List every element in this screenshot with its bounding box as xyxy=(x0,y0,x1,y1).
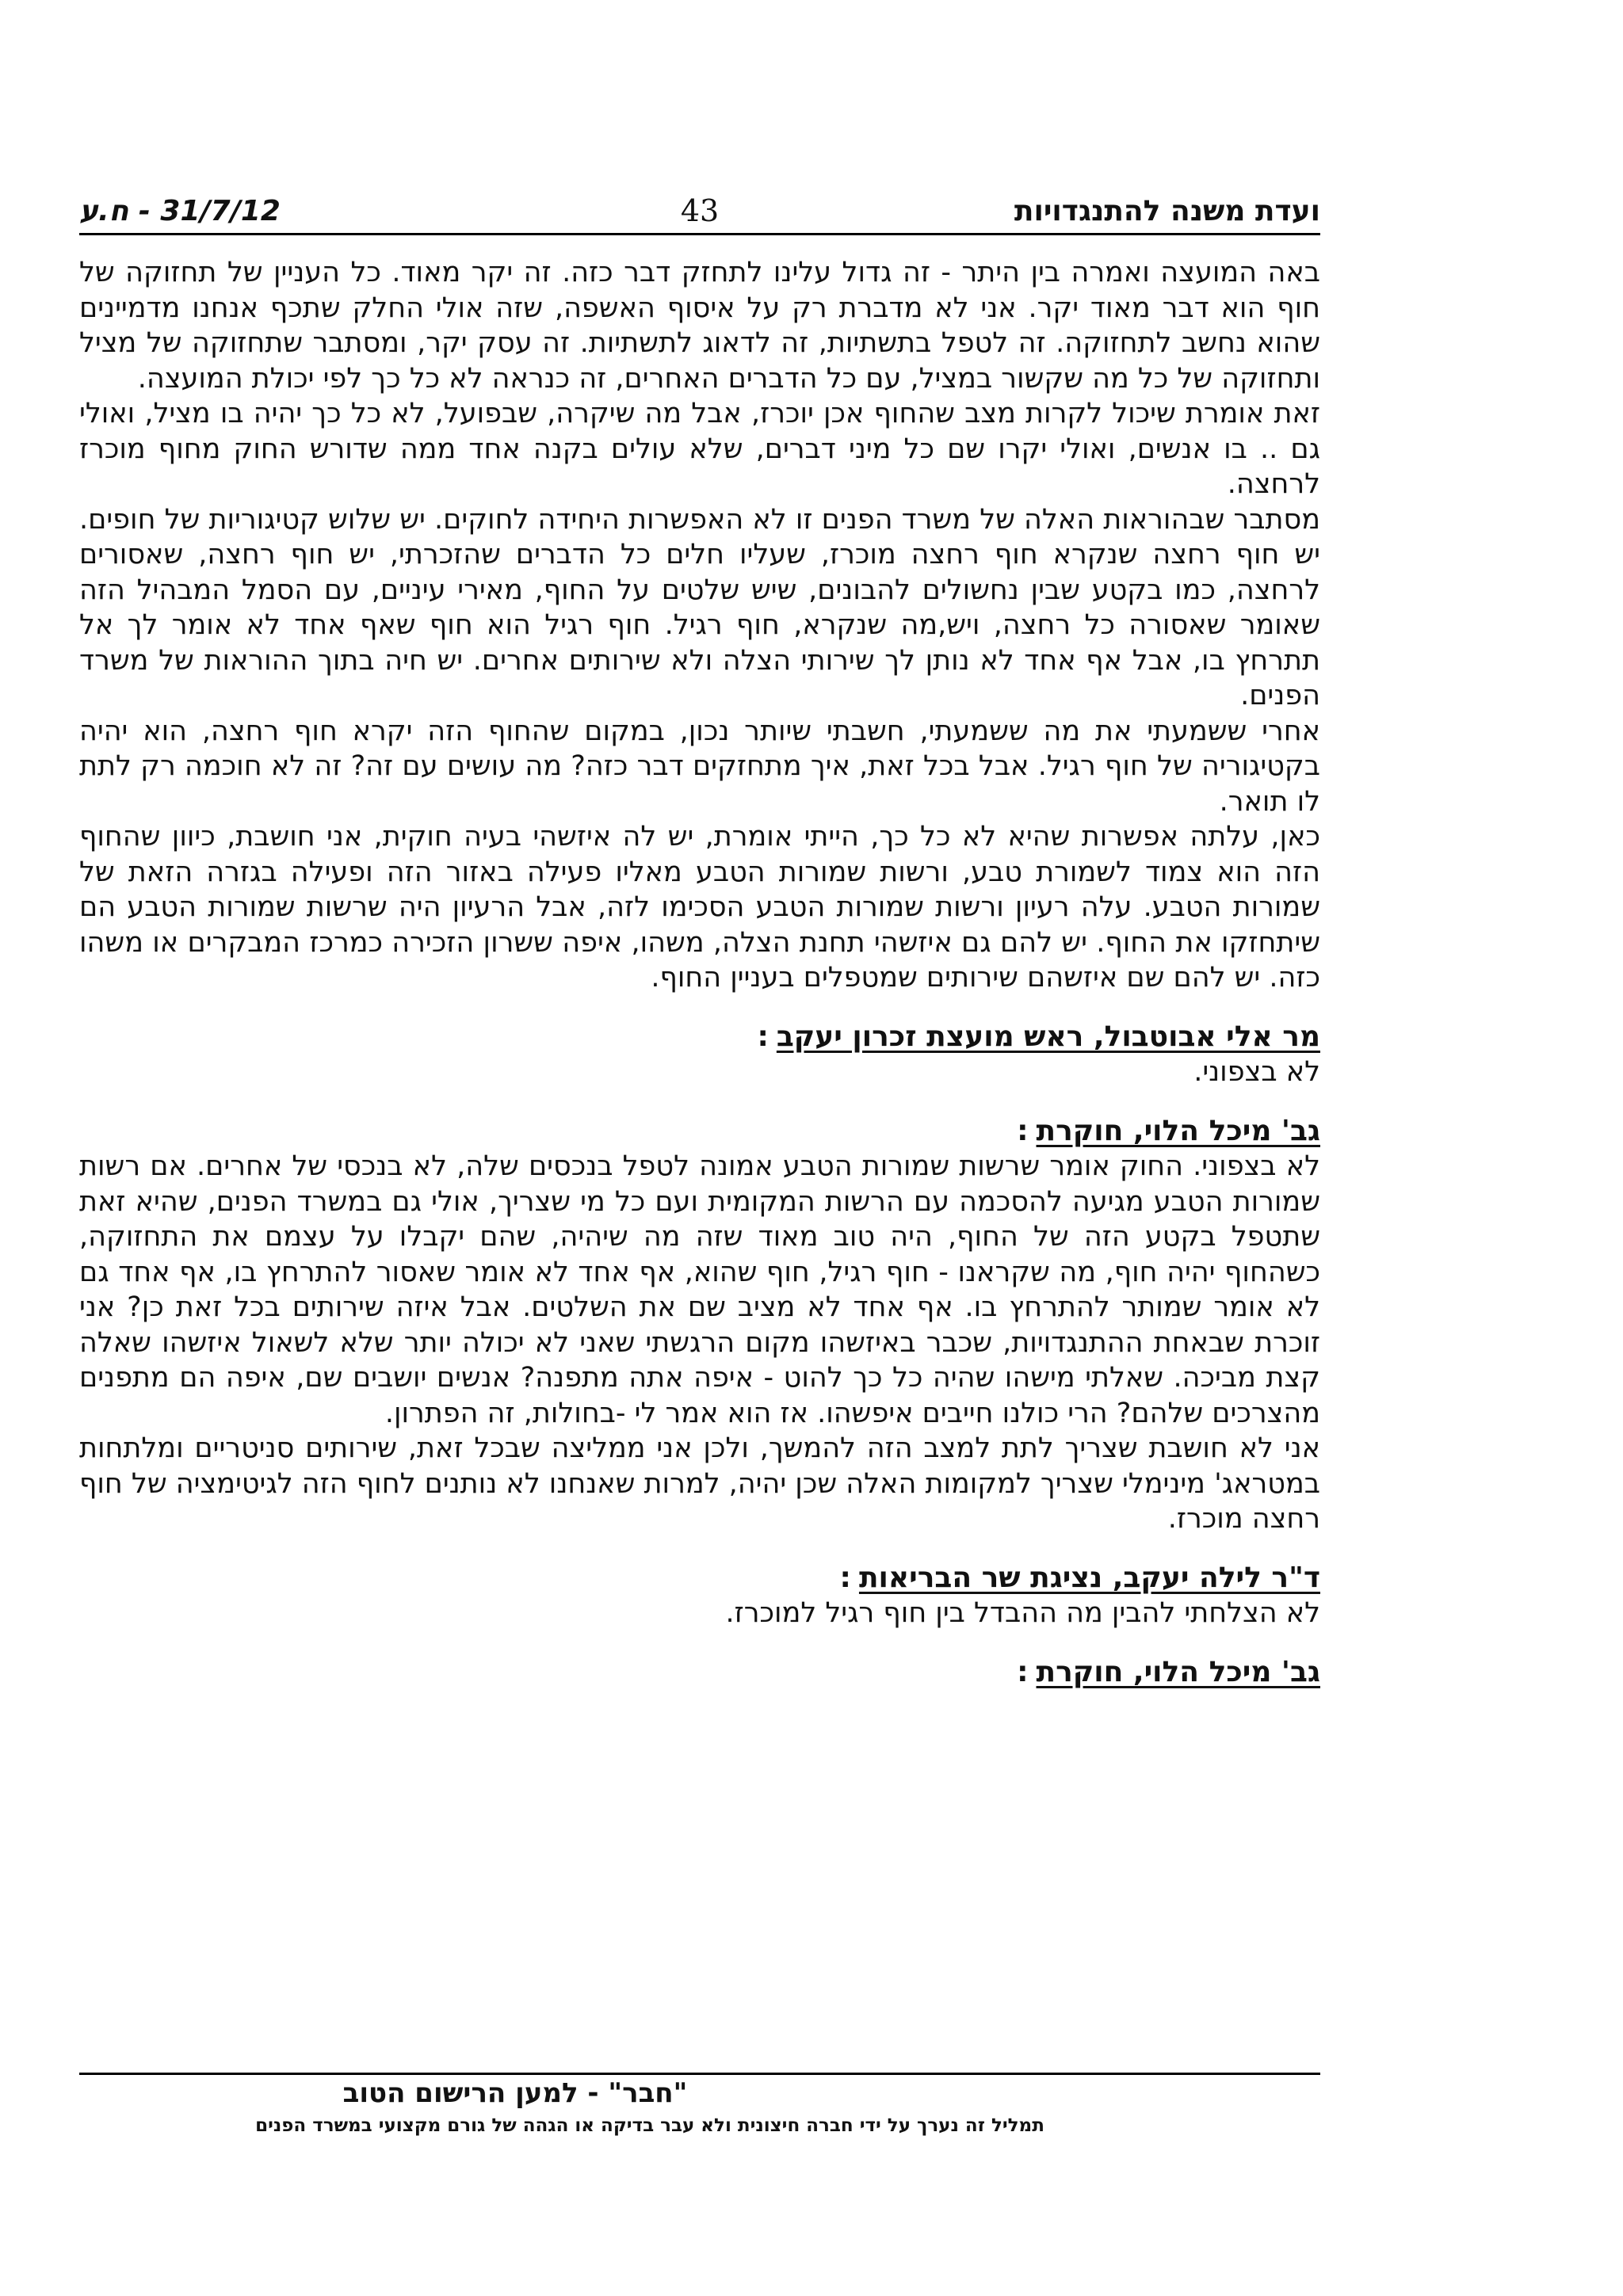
page-header xyxy=(79,189,1320,235)
committee-title: ועדת משנה להתנגדויות xyxy=(1014,194,1320,227)
date-code: 31/7/12 - ח.ע xyxy=(79,194,281,227)
paragraph: מסתבר שבהוראות האלה של משרד הפנים זו לא האפשרות היחידה לחוקים. יש שלוש קטיגוריות של חופים. יש חוף רחצה שנקרא חוף רחצה מוכרז, שעליו חלים כל הדברים שהזכרתי, יש חוף רחצה, שאסורים לרחצה, כמו בקטע שבין נחשולים להבונים, שיש שלטים על החוף, מאירי עיניים, עם הסמל המבהיל הזה שאומר שאסורה כל רחצה, ויש,מה שנקרא, חוף רגיל. חוף רגיל הוא חוף שאף אחד לא אומר לך אל תתרחץ בו, אבל אף אחד לא נותן לך שירותי הצלה ולא שירותים אחרים. יש חיה בתוך ההוראות של משרד הפנים. xyxy=(79,503,1320,711)
speaker-heading xyxy=(79,1561,1320,1596)
speaker-colon: : xyxy=(839,1561,851,1594)
speaker-name: גב' מיכל הלוי, חוקרת xyxy=(1036,1114,1320,1147)
paragraph: לא בצפוני. xyxy=(1193,1056,1320,1088)
speaker-name: ד"ר לילה יעקב, נציגת שר הבריאות xyxy=(858,1561,1320,1594)
footer-disclaimer: תמליל זה נערך על ידי חברה חיצונית ולא עבר בדיקה או הגהה של גורם מקצועי במשרד הפנים xyxy=(255,2115,1044,2136)
paragraph: אני לא חושבת שצריך לתת למצב הזה להמשך, ולכן אני ממליצה שבכל זאת, שירותים סניטריים ומלתחות במטראג' מינימלי שצריך למקומות האלה שכן יהיה, למרות שאנחנו לא נותנים לחוף הזה לגיטימציה של חוף רחצה מוכרז. xyxy=(79,1432,1320,1535)
footer-divider xyxy=(79,2073,1320,2075)
page-number: 43 xyxy=(680,193,720,228)
speaker-name: גב' מיכל הלוי, חוקרת xyxy=(1036,1655,1320,1688)
speaker-name: מר אלי אבוטבול, ראש מועצת זכרון יעקב xyxy=(776,1020,1320,1053)
footer-title: "חבר" - למען הרישום הטוב xyxy=(342,2077,688,2109)
paragraph: לא הצלחתי להבין מה ההבדל בין חוף רגיל למוכרז. xyxy=(725,1597,1320,1629)
paragraph: לא בצפוני. החוק אומר שרשות שמורות הטבע אמונה לטפל בנכסים שלה, לא בנכסי של אחרים. אם רשות שמורות הטבע מגיעה להסכמה עם הרשות המקומית ועם כל מי שצריך, אולי גם במשרד הפנים, שהיא זאת שתטפל בקטע הזה של החוף, היה טוב מאוד שזה מה שיהיה, שהם יקבלו על עצמם את התחזוקה, כשהחוף יהיה חוף, מה שקראנו - חוף רגיל, חוף שהוא, אף אחד לא אומר שאסור להתרחץ בו, אף אחד גם לא אומר שמותר להתרחץ בו. אף אחד לא מציב שם את השלטים. אבל איזה שירותים בכל זאת כן? אני זוכרת שבאחת ההתנגדויות, שכבר באיזשהו מקום הרגשתי שאני לא יכולה יותר שלא לשאול איזשהו שאלה קצת מביכה. שאלתי מישהו שהיה כל כך להוט - איפה אתה מתפנה? אנשים יושבים שם, איפה הם מתפנים מהצרכים שלהם? הרי כולנו חייבים איפשהו. אז הוא אמר לי -בחולות, זה הפתרון. xyxy=(79,1150,1320,1429)
paragraph: באה המועצה ואמרה בין היתר - זה גדול עלינו לתחזק דבר כזה. זה יקר מאוד. כל העניין של תחזוקה של חוף הוא דבר מאוד יקר. אני לא מדברת רק על איסוף האשפה, שזה אולי החלק שתכף אנחנו מדמיינים שהוא נחשב לתחזוקה. זה לטפל בתשתיות, זה לדאוג לתשתיות. זה עסק יקר, ומסתבר שתחזוקה של מציל ותחזוקה של כל מה שקשור במציל, עם כל הדברים האחרים, זה כנראה לא כל כך לפי יכולת המועצה. xyxy=(79,257,1320,395)
paragraph: אחרי ששמעתי את מה ששמעתי, חשבתי שיותר נכון, במקום שהחוף הזה יקרא חוף רחצה, הוא יהיה בקטיגוריה של חוף רגיל. אבל בכל זאת, איך מתחזקים דבר כזה? מה עושים עם זה? זה לא חוכמה רק לתת לו תואר. xyxy=(79,715,1320,818)
speaker-heading xyxy=(79,1114,1320,1150)
speaker-heading xyxy=(79,1020,1320,1055)
paragraph: זאת אומרת שיכול לקרות מצב שהחוף אכן יוכרז, אבל מה שיקרה, שבפועל, לא כל כך יהיה בו מציל, ואולי גם .. בו אנשים, ואולי יקרו שם כל מיני דברים, שלא עולים בקנה אחד ממה שדורש החוק מחוף מוכרז לרחצה. xyxy=(79,398,1320,500)
transcript-body xyxy=(79,255,1320,1690)
speaker-colon: : xyxy=(757,1020,769,1053)
speaker-colon: : xyxy=(1017,1114,1029,1147)
speaker-colon: : xyxy=(1017,1655,1029,1688)
speaker-heading xyxy=(79,1655,1320,1691)
paragraph: כאן, עלתה אפשרות שהיא לא כל כך, הייתי אומרת, יש לה איזשהי בעיה חוקית, אני חושבת, כיוון שהחוף הזה הוא צמוד לשמורת טבע, ורשות שמורות הטבע מאליו פעילה באזור הזה ופעילה בגזרה הזאת של שמורות הטבע. עלה רעיון ורשות שמורות הטבע הסכימו לזה, אבל הרעיון היה שרשות שמורות הטבע הם שיתחזקו את החוף. יש להם גם איזשהי תחנת הצלה, משהו, איפה ששרון הזכירה כמרכז המבקרים או משהו כזה. יש להם שם איזשהם שירותים שמטפלים בעניין החוף. xyxy=(79,821,1320,994)
